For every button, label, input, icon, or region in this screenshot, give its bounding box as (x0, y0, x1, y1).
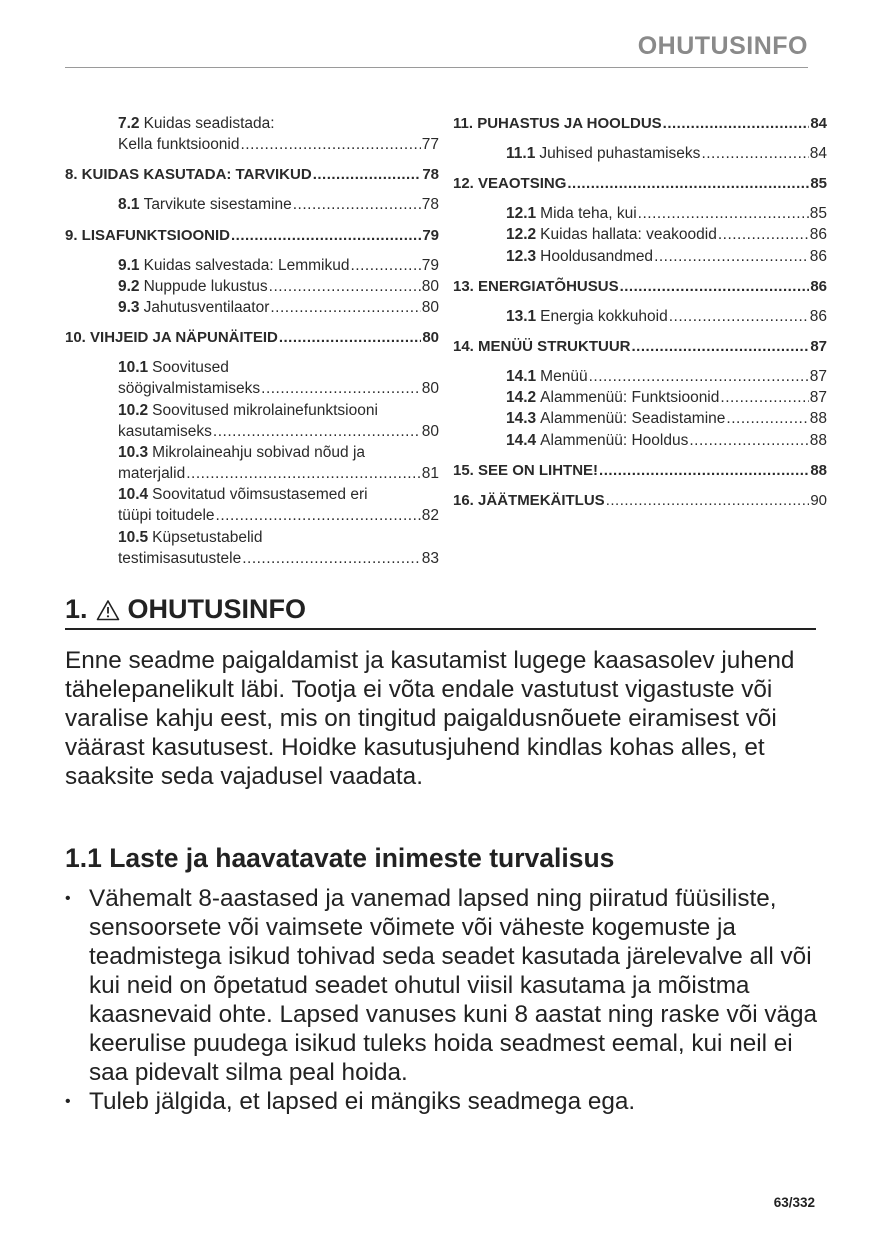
toc-group-9 (118, 255, 439, 319)
toc-entry-12-2[interactable]: 12.2 Kuidas hallata: veakoodid ..... 86 (506, 224, 827, 245)
section-title: 1. OHUTUSINFO (65, 594, 307, 624)
toc-entry-9-3[interactable]: 9.3 Jahutusventilaator ..... 80 (118, 297, 439, 318)
toc-entry-14-3[interactable]: 14.3 Alammenüü: Seadistamine ..... 88 (506, 408, 827, 429)
toc-chapter-9[interactable]: 9. LISAFUNKTSIOONID ..... 79 (65, 225, 439, 246)
list-item: • Vähemalt 8-aastased ja vanemad lapsed ning piiratud füüsiliste, sensoorsete või vaimsete võimete või väheste kogemuste ja teadmistega isikud tohivad seda seadet kasutada järelevalve all või kui neid on õpetatud seadet ohutul viisil kasutama ja mõistma kaasnevaid ohte. Lapsed vanuses kuni 8 aastat ning raske või väga keerulise puudega isikud tuleks hoida seadmest eemal, kui neil ei saa pidevalt silma peal hoida. (65, 885, 818, 1086)
toc-entry-12-3[interactable]: 12.3 Hooldusandmed ..... 86 (506, 246, 827, 267)
toc-entry-10-1[interactable]: 10.1 Soovitused söögivalmistamiseks ..... 80 (118, 357, 439, 399)
toc-entry-9-2[interactable]: 9.2 Nuppude lukustus ..... 80 (118, 276, 439, 297)
toc-group-10 (118, 357, 439, 569)
safety-bullet-list (65, 884, 825, 1116)
toc-chapter-13[interactable]: 13. ENERGIATÕHUSUS ..... 86 (453, 276, 827, 297)
toc-entry-10-2[interactable]: 10.2 Soovitused mikrolainefunktsiooni kasutamiseks ..... 80 (118, 400, 439, 442)
toc-chapter-14[interactable]: 14. MENÜÜ STRUKTUUR ..... 87 (453, 336, 827, 357)
toc-entry-10-4[interactable]: 10.4 Soovitatud võimsustasemed eri tüüpi toitudele ..... 82 (118, 484, 439, 526)
toc-entry-11-1[interactable]: 11.1 Juhised puhastamiseks ..... 84 (506, 143, 827, 164)
toc-chapter-12[interactable]: 12. VEAOTSING ..... 85 (453, 173, 827, 194)
toc-entry-7-2[interactable]: 7.2 Kuidas seadistada: Kella funktsioonid ..... 77 (118, 113, 439, 155)
intro-paragraph: Enne seadme paigaldamist ja kasutamist lugege kaasasolev juhend tähelepanelikult läbi. Tootja ei võta endale vastutust vigastuste või varalise kahju eest, mis on tingitud paigaldusnõuete eiramisest või väärast kasutusest. Hoidke kasutusjuhend kindlas kohas alles, et saaksite seda vajadusel vaadata. (65, 647, 795, 790)
toc-chapter-8[interactable]: 8. KUIDAS KASUTADA: TARVIKUD ..... 78 (65, 164, 439, 185)
toc-entry-14-1[interactable]: 14.1 Menüü ..... 87 (506, 366, 827, 387)
toc-chapter-16[interactable]: 16. JÄÄTMEKÄITLUS ..... 90 (453, 490, 827, 511)
section-divider (65, 628, 816, 630)
toc-entry-12-1[interactable]: 12.1 Mida teha, kui ..... 85 (506, 203, 827, 224)
toc-entry-9-1[interactable]: 9.1 Kuidas salvestada: Lemmikud ..... 79 (118, 255, 439, 276)
toc-group-14 (506, 366, 827, 451)
warning-triangle-icon (96, 599, 120, 621)
list-item: • Tuleb jälgida, et lapsed ei mängiks seadmega ega. (65, 1088, 636, 1115)
toc-entry-14-4[interactable]: 14.4 Alammenüü: Hooldus ..... 88 (506, 430, 827, 451)
toc-left-column (65, 113, 439, 569)
subsection-title: 1.1 Laste ja haavatavate inimeste turvalisus (65, 843, 615, 873)
toc-chapter-11[interactable]: 11. PUHASTUS JA HOOLDUS ..... 84 (453, 113, 827, 134)
toc-chapter-15[interactable]: 15. SEE ON LIHTNE! ..... 88 (453, 460, 827, 481)
toc-entry-13-1[interactable]: 13.1 Energia kokkuhoid ..... 86 (506, 306, 827, 327)
toc-right-column (453, 113, 827, 511)
toc-group-12 (506, 203, 827, 267)
toc-chapter-10[interactable]: 10. VIHJEID JA NÄPUNÄITEID ..... 80 (65, 327, 439, 348)
toc-entry-8-1[interactable]: 8.1 Tarvikute sisestamine ..... 78 (118, 194, 439, 215)
page-header-title: OHUTUSINFO (637, 32, 808, 60)
page-number: 63/332 (773, 1195, 815, 1210)
toc-entry-10-3[interactable]: 10.3 Mikrolaineahju sobivad nõud ja materjalid ..... 81 (118, 442, 439, 484)
toc-entry-14-2[interactable]: 14.2 Alammenüü: Funktsioonid ..... 87 (506, 387, 827, 408)
header-divider (65, 67, 808, 68)
toc-entry-10-5[interactable]: 10.5 Küpsetustabelid testimisasutustele ..... 83 (118, 527, 439, 569)
